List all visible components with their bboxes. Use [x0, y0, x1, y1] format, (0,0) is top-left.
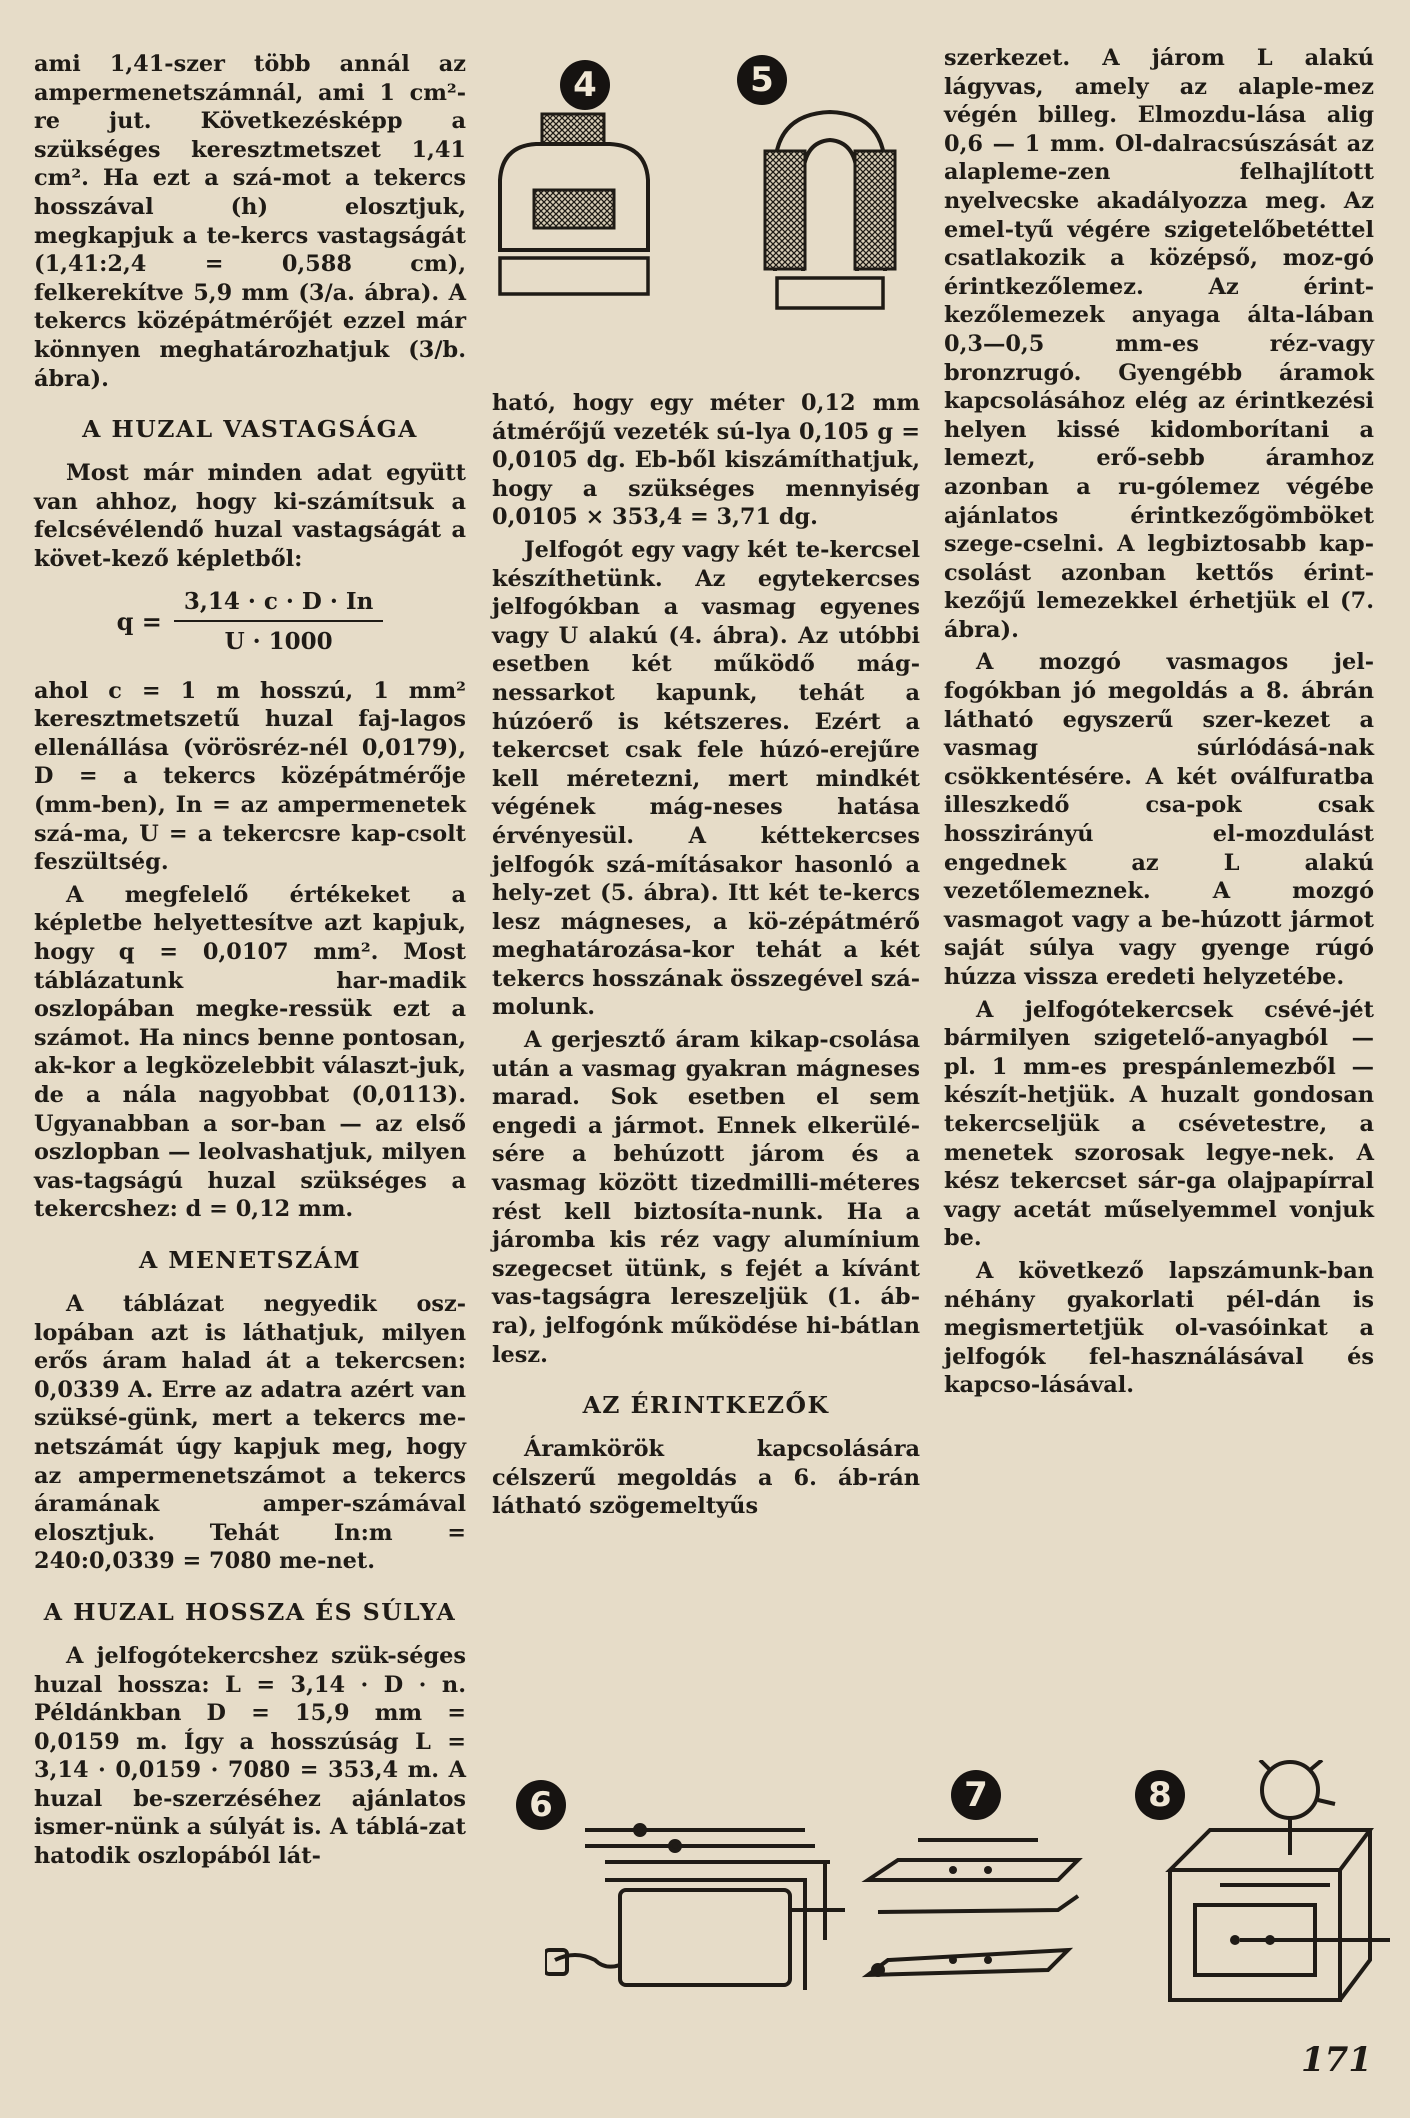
paragraph: szerkezet. A járom L alakú lágyvas, amely az alaple-mez végén billeg. Elmozdu-lása alig 0,6 — 1 mm. Ol-dalracsúszását az alapleme-zen felhajlított nyelvecske akadályozza meg. Az emel-tyű végére szigetelőbetéttel csatlakozik a középső, moz-gó érintkezőlemez. Az érint-kezőlemezek anyaga álta-lában 0,3—0,5 mm-es réz-vagy bronzrugó. Gyengébb áramok kapcsolásához elég az érintkezési helyen kissé kidomborítani a lemezt, erő-sebb áramhoz azonban a ru-gólemez végébe ajánlatos érintkezőgömböket szege-cselni. A legbiztosabb kap-csolást azonban kettős érint-kezőjű lemezekkel érhetjük el (7. ábra). — [944, 45, 1374, 643]
paragraph: ahol c = 1 m hosszú, 1 mm² keresztmetszetű huzal faj-lagos ellenállása (vörösréz-nél 0,0179), D = a tekercs középátmérője (mm-ben), In = az ampermenetek szá-ma, U = a tekercsre kap-csolt feszültség. — [34, 677, 466, 876]
figure-number-7: 7 — [951, 1770, 1001, 1820]
figure-7-drawing — [858, 1800, 1088, 1980]
section-heading-huzal-hossza: A HUZAL HOSSZA ÉS SÚLYA — [43, 1597, 457, 1626]
figure-4-drawing — [490, 100, 660, 310]
paragraph: A jelfogótekercsek csévé-jét bármilyen szigetelő-anyagból — pl. 1 mm-es prespánlemezből — készít-hetjük. A huzalt gondosan tekercseljük a csévetestre, a menetek szorosak legye-nek. A kész tekercset sár-ga olajpapírral vagy acetát műselyemmel vonjuk be. — [944, 996, 1374, 1252]
column-2 — [492, 389, 920, 1521]
figure-number-4: 4 — [560, 60, 610, 110]
figure-number-6: 6 — [516, 1780, 566, 1830]
figure-5-drawing — [755, 106, 905, 316]
figure-6-drawing — [545, 1800, 875, 2010]
paragraph: A gerjesztő áram kikap-csolása után a vasmag gyakran mágneses marad. Sok esetben el sem engedi a jármot. Ennek elkerülé-sére a behúzott járom és a vasmag között tizedmilli-méteres rést kell biztosíta-nunk. Ha a járomba kis réz vagy alumínium szegecset ütünk, s fejét a kívánt vas-tagságra lereszeljük (1. áb-ra), jelfogónk működése hi-bátlan lesz. — [492, 1027, 920, 1368]
column-1 — [34, 50, 466, 1871]
paragraph: ami 1,41-szer több annál az ampermenetszámnál, ami 1 cm²-re jut. Következésképp a szükséges keresztmetszet 1,41 cm². Ha ezt a szá-mot a tekercs hosszával (h) elosztjuk, megkapjuk a te-kercs vastagságát (1,41:2,4 = 0,588 cm), felkerekítve 5,9 mm (3/a. ábra). A tekercs középátmérőjét ezzel már könnyen meghatározhatjuk (3/b. ábra). — [34, 51, 466, 392]
formula-fraction — [174, 588, 384, 657]
section-heading-erintkezok: AZ ÉRINTKEZŐK — [582, 1391, 830, 1420]
paragraph: A megfelelő értékeket a képletbe helyettesítve azt kapjuk, hogy q = 0,0107 mm². Most táblázatunk har-madik oszlopában megke-ressük ezt a számot. Ha nincs benne pontosan, ak-kor a legközelebbit választ-juk, de a nála nagyobbat (0,0113). Ugyanabban a sor-ban — az első oszlopban — leolvashatjuk, milyen vas-tagságú huzal szükséges a tekercshez: d = 0,12 mm. — [34, 881, 466, 1223]
paragraph: ható, hogy egy méter 0,12 mm átmérőjű vezeték sú-lya 0,105 g = 0,0105 dg. Eb-ből kiszámíthatjuk, hogy a szükséges mennyiség 0,0105 × 353,4 = 3,71 dg. — [492, 390, 920, 531]
paragraph: Áramkörök kapcsolására célszerű megoldás a 6. áb-rán látható szögemeltyűs — [492, 1436, 920, 1520]
formula-denominator: U · 1000 — [224, 628, 333, 656]
section-heading-menetszam: A MENETSZÁM — [138, 1245, 362, 1274]
figure-8-drawing — [1150, 1760, 1400, 2020]
paragraph: Most már minden adat együtt van ahhoz, hogy ki-számítsuk a felcsévélendő huzal vastagságát a követ-kező képletből: — [34, 460, 466, 572]
formula — [34, 588, 466, 657]
paragraph: A jelfogótekercshez szük-séges huzal hossza: L = 3,14 · D · n. Példánkban D = 15,9 mm = 0,0159 m. Így a hosszúság L = 3,14 · 0,0159 · 7080 = 353,4 m. A huzal be-szerzéséhez ajánlatos ismer-nünk a súlyát is. A táblá-zat hatodik oszlopából lát- — [34, 1642, 466, 1870]
paragraph: Jelfogót egy vagy két te-kercsel készíthetünk. Az egytekercses jelfogókban a vasmag egyenes vagy U alakú (4. ábra). Az utóbbi esetben két működő mág-nessarkot kapunk, tehát a húzóerő is kétszeres. Ezért a tekercset csak fele húzó-erejűre kell méretezni, mert mindkét végének mág-neses hatása érvényesül. A kéttekercses jelfogók szá-mításakor hasonló a hely-zet (5. ábra). Itt két te-kercs lesz mágneses, a kö-zépátmérő meghatározása-kor tehát a két tekercs hosszának összegével szá-molunk. — [492, 536, 920, 1021]
figure-number-8: 8 — [1135, 1770, 1185, 1820]
formula-lhs: q = — [116, 606, 162, 636]
formula-numerator: 3,14 · c · D · In — [174, 588, 384, 623]
column-3 — [944, 44, 1374, 1400]
paragraph: A mozgó vasmagos jel-fogókban jó megoldás a 8. ábrán látható egyszerű szer-kezet a vasmag súrlódásá-nak csökkentésére. A két oválfuratba illeszkedő csa-pok csak hosszirányú el-mozdulást engednek az L alakú vezetőlemeznek. A mozgó vasmagot vagy a be-húzott jármot saját súlya vagy gyenge rúgó húzza vissza eredeti helyzetébe. — [944, 649, 1374, 990]
figure-number-5: 5 — [737, 55, 787, 105]
section-heading-huzal-vastagsaga: A HUZAL VASTAGSÁGA — [82, 415, 418, 444]
page-number: 171 — [1301, 2040, 1372, 2080]
paragraph: A táblázat negyedik osz-lopában azt is láthatjuk, milyen erős áram halad át a tekercsen: 0,0339 A. Erre az adatra azért van szüksé-günk, mert a tekercs me-netszámát úgy kapjuk meg, hogy az ampermenetszámot a tekercs áramának amper-számával elosztjuk. Tehát In:m = 240:0,0339 = 7080 me-net. — [34, 1290, 466, 1575]
paragraph: A következő lapszámunk-ban néhány gyakorlati pél-dán is megismertetjük ol-vasóinkat a jelfogók fel-használásával és kapcso-lásával. — [944, 1257, 1374, 1399]
